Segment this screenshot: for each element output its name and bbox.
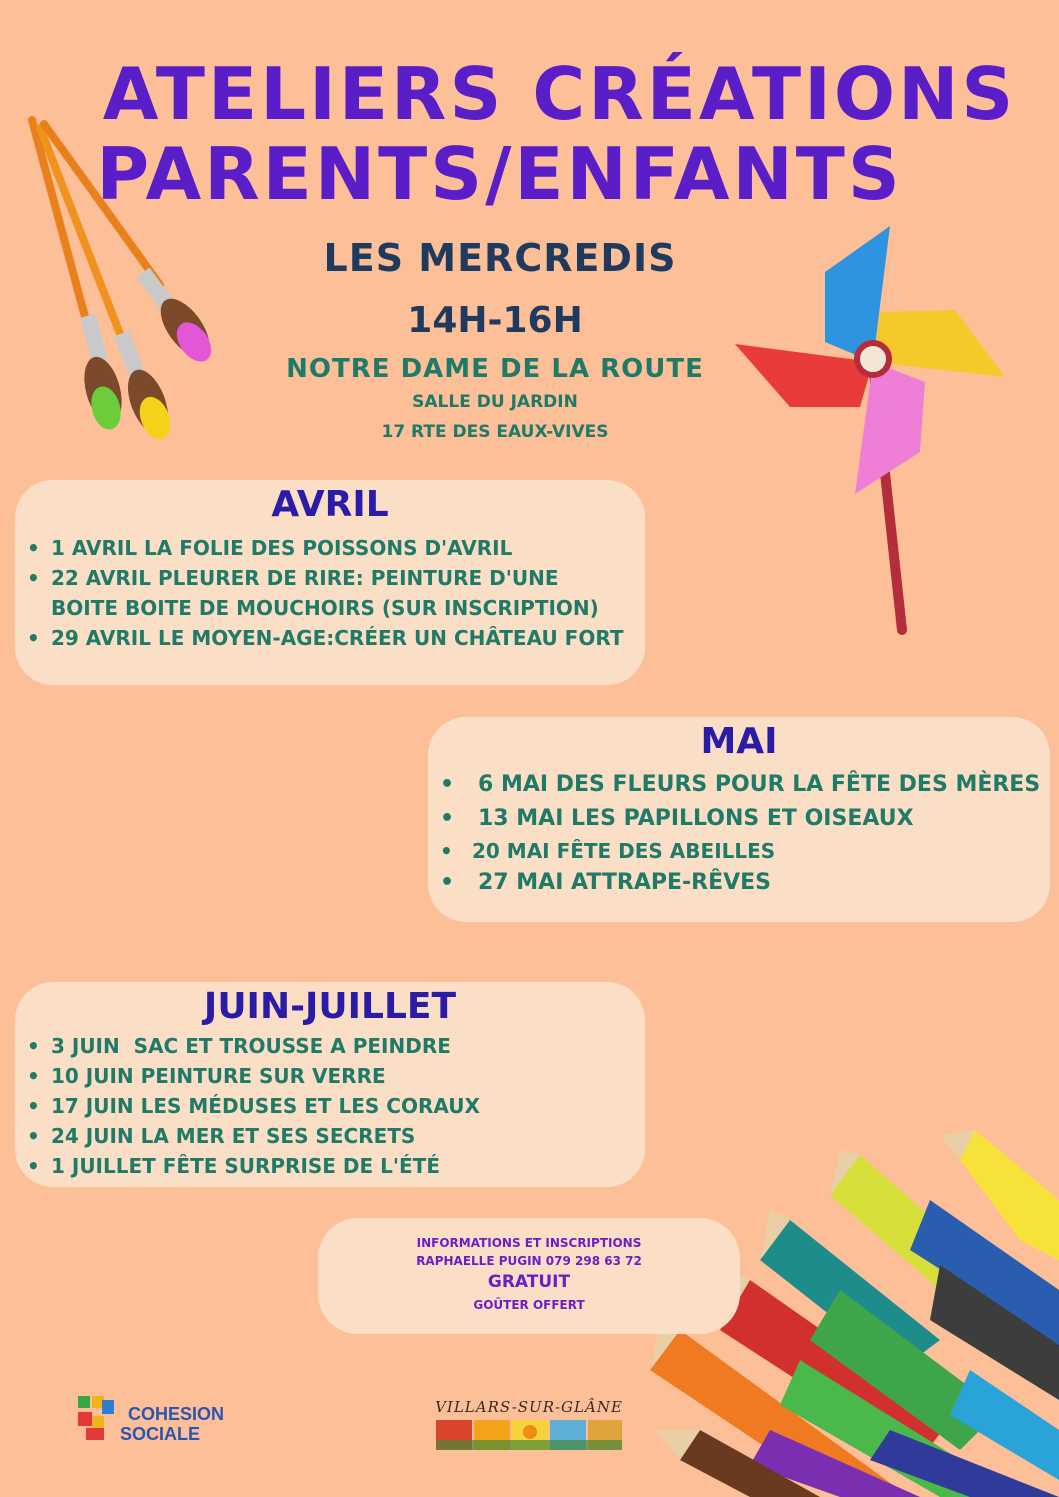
info-price: GRATUIT bbox=[487, 1272, 571, 1292]
villars-text: VILLARS-SUR-GLÂNE bbox=[435, 1398, 623, 1416]
page-title-line1: ATELIERS CRÉATIONS bbox=[102, 52, 1017, 136]
cohesion-line1: COHESION bbox=[128, 1404, 225, 1424]
info-title: INFORMATIONS ET INSCRIPTIONS bbox=[416, 1236, 642, 1250]
list-item: • 3 JUIN SAC ET TROUSSE A PEINDRE bbox=[15, 1031, 645, 1061]
list-item: • 29 AVRIL LE MOYEN-AGE:CRÉER UN CHÂTEAU FORT bbox=[15, 623, 645, 653]
avril-list bbox=[15, 533, 645, 653]
mai-heading: MAI bbox=[700, 721, 778, 762]
list-item: • 1 JUILLET FÊTE SURPRISE DE L'ÉTÉ bbox=[15, 1151, 645, 1181]
list-item: • 22 AVRIL PLEURER DE RIRE: PEINTURE D'UNE BOITE BOITE DE MOUCHOIRS (SUR INSCRIPTION) bbox=[15, 563, 645, 623]
pinwheel-icon bbox=[730, 222, 1015, 642]
puzzle-icon bbox=[76, 1394, 118, 1444]
list-item: • 1 AVRIL LA FOLIE DES POISSONS D'AVRIL bbox=[15, 533, 645, 563]
list-item: • 20 MAI FÊTE DES ABEILLES bbox=[428, 836, 1050, 866]
villars-sur-glane-logo bbox=[434, 1398, 624, 1454]
juin-list bbox=[15, 1031, 645, 1181]
juin-panel bbox=[15, 982, 645, 1187]
avril-panel bbox=[15, 480, 645, 685]
list-item: • 10 JUIN PEINTURE SUR VERRE bbox=[15, 1061, 645, 1091]
info-snack: GOÛTER OFFERT bbox=[473, 1298, 585, 1312]
schedule-day: LES MERCREDIS bbox=[323, 236, 677, 280]
list-item: • 17 JUIN LES MÉDUSES ET LES CORAUX bbox=[15, 1091, 645, 1121]
schedule-time: 14H-16H bbox=[407, 300, 583, 341]
villars-emblem-icon bbox=[434, 1418, 624, 1452]
page-title-line2: PARENTS/ENFANTS bbox=[96, 132, 903, 216]
avril-heading: AVRIL bbox=[271, 484, 389, 525]
juin-heading: JUIN-JUILLET bbox=[203, 986, 457, 1027]
list-item: • 27 MAI ATTRAPE-RÊVES bbox=[428, 866, 1050, 900]
cohesion-line2: SOCIALE bbox=[120, 1424, 201, 1444]
list-item: • 24 JUIN LA MER ET SES SECRETS bbox=[15, 1121, 645, 1151]
list-item: • 6 MAI DES FLEURS POUR LA FÊTE DES MÈRES bbox=[428, 768, 1050, 802]
info-contact: RAPHAELLE PUGIN 079 298 63 72 bbox=[416, 1254, 642, 1268]
cohesion-sociale-logo bbox=[76, 1394, 256, 1446]
mai-list bbox=[428, 768, 1050, 900]
mai-panel bbox=[428, 717, 1050, 922]
list-item: • 13 MAI LES PAPILLONS ET OISEAUX bbox=[428, 802, 1050, 836]
location-name: NOTRE DAME DE LA ROUTE bbox=[286, 354, 704, 384]
info-panel bbox=[318, 1218, 740, 1334]
location-room: SALLE DU JARDIN bbox=[412, 392, 578, 412]
location-address: 17 RTE DES EAUX-VIVES bbox=[381, 422, 609, 442]
